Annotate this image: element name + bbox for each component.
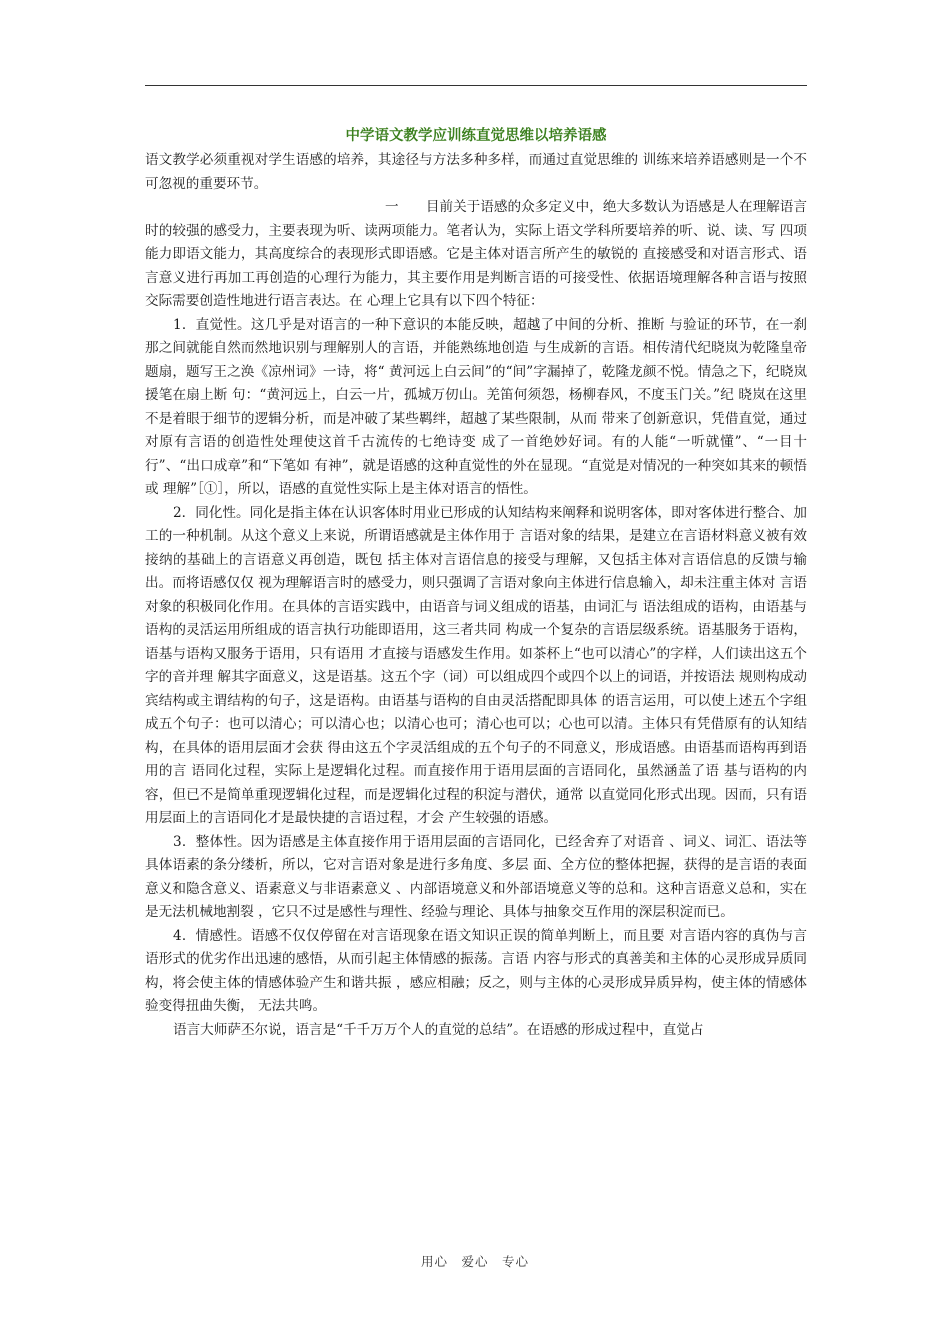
paragraph-emotion: 4．情感性。语感不仅仅停留在对言语现象在语文知识正误的简单判断上，而且要 对言语内容的真伪与言语形式的优劣作出迅速的感悟，从而引起主体情感的振荡。言语 内容与形式的真善美和主体的心灵形成异质同构，将会使主体的情感体验产生和谐共振 ，感应相融；反之，则与主体的心灵形成异质异构，使主体的情感体验变得扭曲失衡， 无法共鸣。 (145, 927, 807, 1014)
paragraph-sapir: 语言大师萨丕尔说，语言是“千千万万个人的直觉的总结”。在语感的形成过程中，直觉占 (173, 1021, 704, 1038)
header-rule (145, 85, 807, 86)
paragraph-section-one: 一 目前关于语感的众多定义中，绝大多数认为语感是人在理解语言时的较强的感受力，主要表现为听、读两项能力。笔者认为，实际上语文学科所要培养的听、说、读、写 四项能力即语文能力，其高度综合的表现形式即语感。它是主体对语言所产生的敏锐的 直接感受和对语言形式、语言意义进行再加工再创造的心理行为能力，其主要作用是判断言语的可接受性、依据语境理解各种言语与按照交际需要创造性地进行语言表达。在 心理上它具有以下四个特征： (145, 199, 807, 309)
document-body (145, 125, 807, 1042)
paragraph-wholeness: 3．整体性。因为语感是主体直接作用于语用层面的言语同化，已经舍弃了对语音 、词义、词汇、语法等具体语素的条分缕析，所以，它对言语对象是进行多角度、多层 面、全方位的整体把握，获得的是言语的表面意义和隐含意义、语素意义与非语素意义 、内部语境意义和外部语境意义等的总和。这种言语意义总和，实在是无法机械地割裂 ，它只不过是感性与理性、经验与理论、具体与抽象交互作用的深层积淀而已。 (145, 833, 807, 920)
page-footer: 用心 爱心 专心 (420, 1254, 529, 1269)
paragraph-intuition: 1．直觉性。这几乎是对语言的一种下意识的本能反映，超越了中间的分析、推断 与验证的环节，在一刹那之间就能自然而然地识别与理解别人的言语，并能熟练地创造 与生成新的言语。相传清代纪晓岚为乾隆皇帝题扇，题写王之涣《凉州词》一诗，将“ 黄河远上白云间”的“间”字漏掉了，乾隆龙颜不悦。情急之下，纪晓岚援笔在扇上断 句：“黄河远上，白云一片，孤城万仞山。羌笛何须怨，杨柳春风，不度玉门关。”纪 晓岚在这里不是着眼于细节的逻辑分析，而是冲破了某些羁绊，超越了某些限制，从而 带来了创新意识，凭借直觉，通过对原有言语的创造性处理使这首千古流传的七绝诗变 成了一首绝妙好词。有的人能“一听就懂”、“一目十行”、“出口成章”和“下笔如 有神”，就是语感的这种直觉性的外在显现。“直觉是对情况的一种突如其来的顿悟或 理解”［①］，所以，语感的直觉性实际上是主体对语言的悟性。 (145, 316, 807, 497)
document-title: 中学语文教学应训练直觉思维以培养语感 (345, 127, 607, 144)
paragraph-assimilation: 2．同化性。同化是指主体在认识客体时用业已形成的认知结构来阐释和说明客体，即对客体进行整合、加工的一种机制。从这个意义上来说，所谓语感就是主体作用于 言语对象的结果，是建立在言语材料意义被有效接纳的基础上的言语意义再创造，既包 括主体对言语信息的接受与理解，又包括主体对言语信息的反馈与输出。而将语感仅仅 视为理解语言时的感受力，则只强调了言语对象向主体进行信息输入，却未注重主体对 言语对象的积极同化作用。在具体的言语实践中，由语音与词义组成的语基，由词汇与 语法组成的语构，由语基与语构的灵活运用所组成的语言执行功能即语用，这三者共同 构成一个复杂的言语层级系统。语基服务于语构，语基与语构又服务于语用，只有语用 才直接与语感发生作用。如茶杯上“也可以清心”的字样，人们读出这五个字的音并理 解其字面意义，这是语基。这五个字（词）可以组成四个或四个以上的词语，并按语法 规则构成动宾结构或主谓结构的句子，这是语构。由语基与语构的自由灵活搭配即具体 的语言运用，可以使上述五个字组成五个句子：也可以清心；可以清心也；以清心也可；清心也可以；心也可以清。主体只有凭借原有的认知结构，在具体的语用层面才会获 得由这五个字灵活组成的五个句子的不同意义，形成语感。由语基而语构再到语用的言 语同化过程，实际上是逻辑化过程。而直接作用于语用层面的言语同化，虽然涵盖了语 基与语构的内容，但已不是简单重现逻辑化过程，而是逻辑化过程的积淀与潜伏，通常 以直觉同化形式出现。因而，只有语用层面上的言语同化才是最快捷的言语过程，才会 产生较强的语感。 (145, 504, 807, 826)
paragraph-intro: 语文教学必须重视对学生语感的培养，其途径与方法多种多样，而通过直觉思维的 训练来培养语感则是一个不可忽视的重要环节。 (145, 152, 807, 192)
